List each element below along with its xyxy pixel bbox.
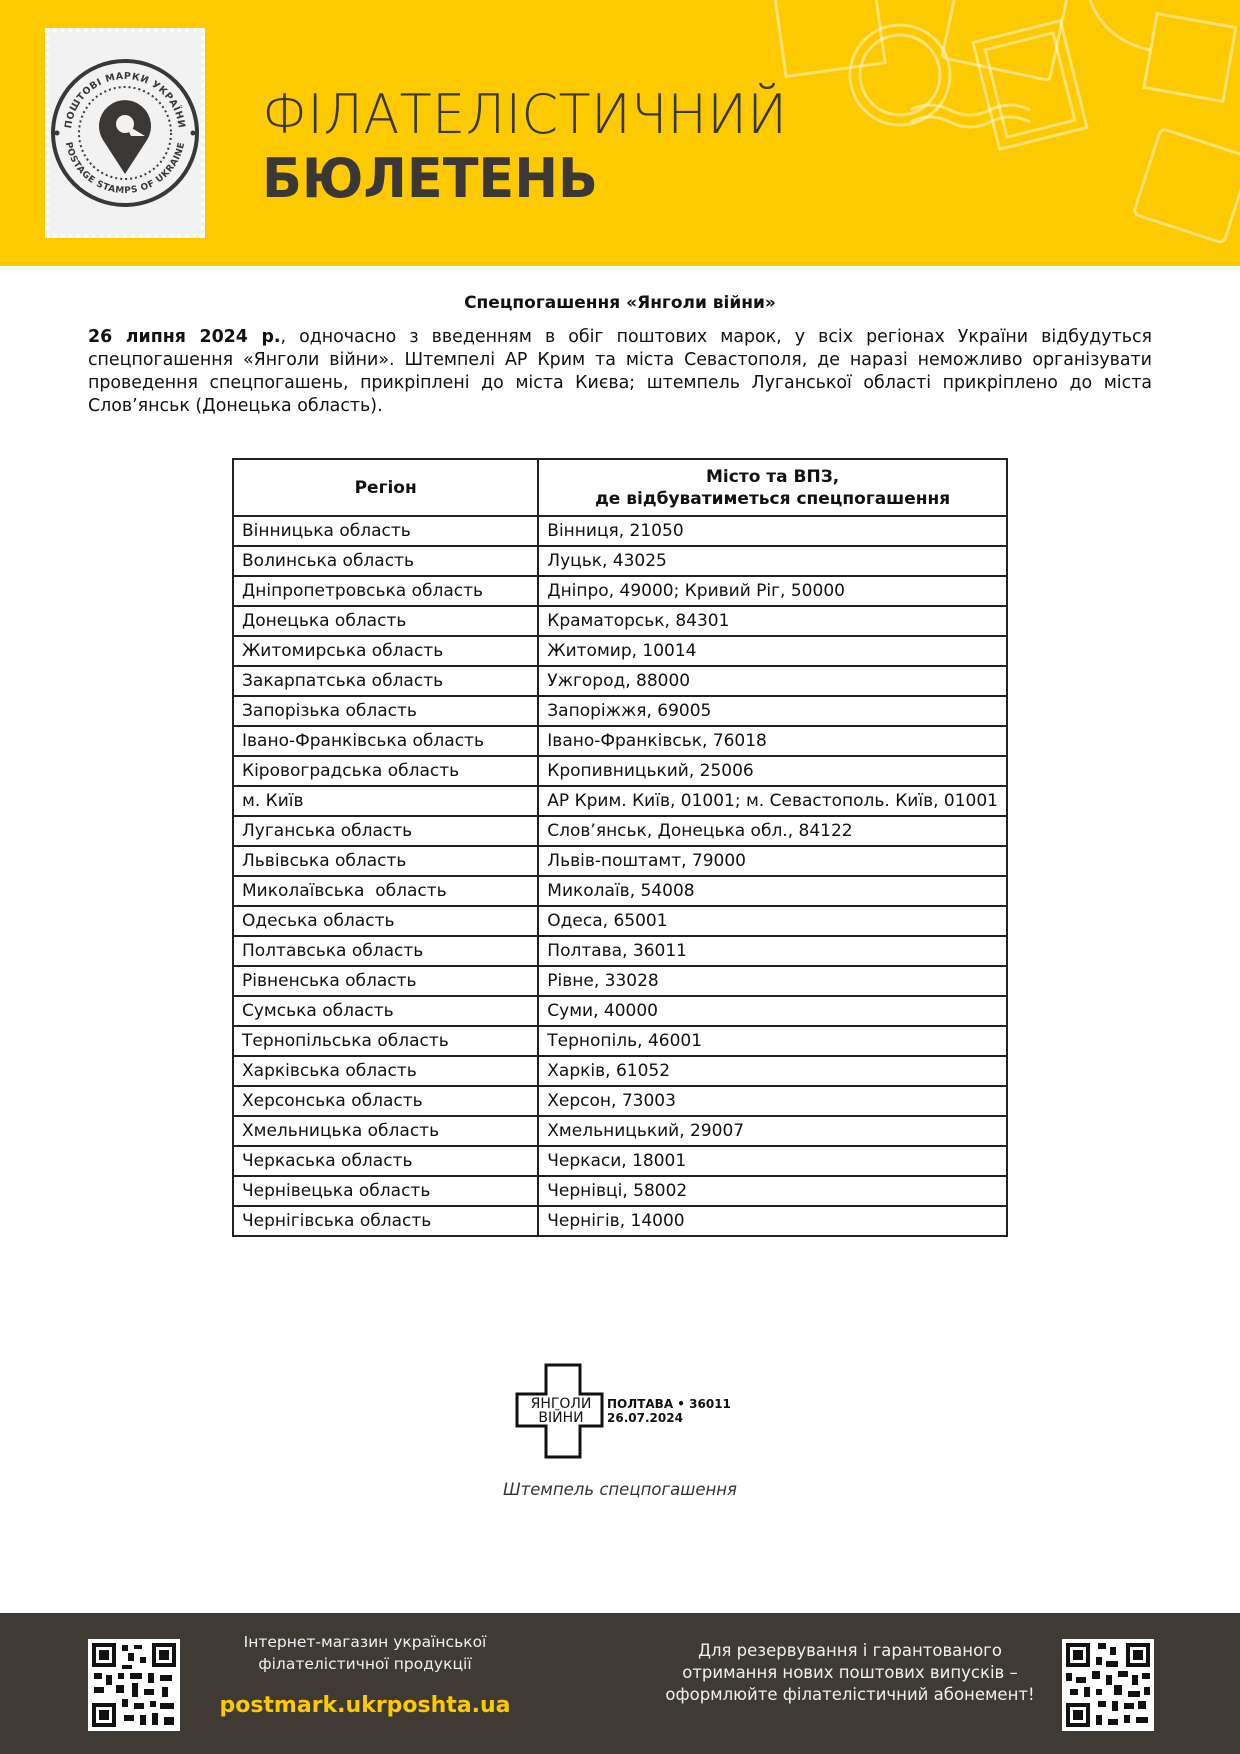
postmark-cross-line2: ВІЙНИ — [538, 1410, 584, 1426]
shop-text-line2: філателістичної продукції — [258, 1655, 472, 1673]
city-cell: Чернівці, 58002 — [538, 1176, 1007, 1206]
region-cell: Івано-Франківська область — [233, 726, 538, 756]
table-row — [233, 786, 1007, 816]
table-row — [233, 846, 1007, 876]
regions-table — [232, 458, 1008, 1237]
region-cell: Миколаївська область — [233, 876, 538, 906]
header-banner — [0, 0, 1240, 266]
city-cell: Суми, 40000 — [538, 996, 1007, 1026]
city-cell: Херсон, 73003 — [538, 1086, 1007, 1116]
header-city-line2: де відбуватиметься спецпогашення — [595, 488, 951, 509]
svg-text:POSTAGE STAMPS OF UKRAINE: POSTAGE STAMPS OF UKRAINE — [62, 141, 188, 197]
table-row — [233, 1146, 1007, 1176]
shop-text-line1: Інтернет-магазин української — [243, 1633, 487, 1651]
region-cell: м. Київ — [233, 786, 538, 816]
postage-stamps-logo-icon — [49, 32, 201, 234]
region-cell: Донецька область — [233, 606, 538, 636]
region-cell: Кіровоградська область — [233, 756, 538, 786]
city-cell: Вінниця, 21050 — [538, 516, 1007, 546]
table-row — [233, 666, 1007, 696]
city-cell: Черкаси, 18001 — [538, 1146, 1007, 1176]
postmark-stamp — [514, 1362, 734, 1462]
region-cell: Луганська область — [233, 816, 538, 846]
postmark-date: 26.07.2024 — [607, 1411, 683, 1425]
table-row — [233, 936, 1007, 966]
table-row — [233, 1026, 1007, 1056]
region-cell: Житомирська область — [233, 636, 538, 666]
table-row — [233, 1086, 1007, 1116]
region-cell: Вінницька область — [233, 516, 538, 546]
region-cell: Полтавська область — [233, 936, 538, 966]
svg-text:ПОШТОВІ МАРКИ УКРАЇНИ: ПОШТОВІ МАРКИ УКРАЇНИ — [63, 70, 187, 130]
table-header-row — [233, 459, 1007, 516]
table-row — [233, 576, 1007, 606]
city-cell: Ужгород, 88000 — [538, 666, 1007, 696]
shop-url-link[interactable]: postmark.ukrposhta.ua — [219, 1693, 511, 1718]
table-row — [233, 726, 1007, 756]
city-cell: Миколаїв, 54008 — [538, 876, 1007, 906]
qr-code-subscription-icon[interactable] — [1062, 1639, 1154, 1731]
document-title: Спецпогашення «Янголи війни» — [464, 293, 776, 313]
region-cell: Хмельницька область — [233, 1116, 538, 1146]
table-row — [233, 696, 1007, 726]
table-row — [233, 816, 1007, 846]
region-cell: Черкаська область — [233, 1146, 538, 1176]
city-cell: Хмельницький, 29007 — [538, 1116, 1007, 1146]
region-cell: Одеська область — [233, 906, 538, 936]
region-cell: Харківська область — [233, 1056, 538, 1086]
subscription-text-line3: оформлюйте філателістичний абонемент! — [665, 1685, 1035, 1704]
table-row — [233, 546, 1007, 576]
intro-paragraph — [88, 326, 1152, 418]
region-cell: Волинська область — [233, 546, 538, 576]
city-cell: Кропивницький, 25006 — [538, 756, 1007, 786]
region-cell: Львівська область — [233, 846, 538, 876]
city-cell: Чернігів, 14000 — [538, 1206, 1007, 1236]
city-cell: Запоріжжя, 69005 — [538, 696, 1007, 726]
table-row — [233, 636, 1007, 666]
table-row — [233, 876, 1007, 906]
table-row — [233, 516, 1007, 546]
bulletin-title-line1: ФІЛАТЕЛІСТИЧНИЙ — [262, 83, 788, 146]
logo-stamp — [45, 28, 205, 238]
postmark-place: ПОЛТАВА • 36011 — [607, 1397, 731, 1411]
table-row — [233, 606, 1007, 636]
region-cell: Чернівецька область — [233, 1176, 538, 1206]
city-cell: Краматорськ, 84301 — [538, 606, 1007, 636]
region-cell: Чернігівська область — [233, 1206, 538, 1236]
city-cell: Луцьк, 43025 — [538, 546, 1007, 576]
postmark-cross-line1: ЯНГОЛИ — [530, 1396, 592, 1412]
region-cell: Сумська область — [233, 996, 538, 1026]
footer — [0, 1613, 1240, 1754]
header-city-line1: Місто та ВПЗ, — [706, 466, 840, 487]
city-cell: Тернопіль, 46001 — [538, 1026, 1007, 1056]
table-row — [233, 996, 1007, 1026]
header-region: Регіон — [233, 459, 538, 516]
region-cell: Запорізька область — [233, 696, 538, 726]
intro-date: 26 липня 2024 р. — [88, 327, 281, 347]
city-cell: Рівне, 33028 — [538, 966, 1007, 996]
region-cell: Дніпропетровська область — [233, 576, 538, 606]
region-cell: Закарпатська область — [233, 666, 538, 696]
city-cell: АР Крим. Київ, 01001; м. Севастополь. Київ, 01001 — [538, 786, 1007, 816]
table-row — [233, 756, 1007, 786]
subscription-text-line2: отримання нових поштових випусків – — [682, 1663, 1018, 1682]
city-cell: Дніпро, 49000; Кривий Ріг, 50000 — [538, 576, 1007, 606]
bulletin-title-line2: БЮЛЕТЕНЬ — [262, 147, 598, 210]
region-cell: Тернопільська область — [233, 1026, 538, 1056]
city-cell: Слов’янськ, Донецька обл., 84122 — [538, 816, 1007, 846]
city-cell: Львів-поштамт, 79000 — [538, 846, 1007, 876]
city-cell: Одеса, 65001 — [538, 906, 1007, 936]
city-cell: Івано-Франківськ, 76018 — [538, 726, 1007, 756]
region-cell: Херсонська область — [233, 1086, 538, 1116]
table-row — [233, 966, 1007, 996]
postmark-caption: Штемпель спецпогашення — [503, 1480, 737, 1499]
table-row — [233, 1056, 1007, 1086]
table-body — [233, 516, 1007, 1236]
city-cell: Харків, 61052 — [538, 1056, 1007, 1086]
city-cell: Полтава, 36011 — [538, 936, 1007, 966]
table-row — [233, 906, 1007, 936]
region-cell: Рівненська область — [233, 966, 538, 996]
header-city — [538, 459, 1007, 516]
table-row — [233, 1116, 1007, 1146]
qr-code-shop-icon[interactable] — [88, 1639, 180, 1731]
city-cell: Житомир, 10014 — [538, 636, 1007, 666]
table-row — [233, 1206, 1007, 1236]
intro-text: , одночасно з введенням в обіг поштових марок, у всіх регіонах України відбудуться спецпогашення «Янголи війни». Штемпелі АР Крим та міста Севастополя, де наразі неможливо організувати проведення спецпогашень, прикріплені до міста Києва; штемпель Луганської області прикріплено до міста Слов’янськ (Донецька область). — [88, 327, 1153, 416]
subscription-text-line1: Для резервування і гарантованого — [698, 1641, 1002, 1660]
decorative-stamps-pattern — [760, 0, 1240, 266]
table-row — [233, 1176, 1007, 1206]
